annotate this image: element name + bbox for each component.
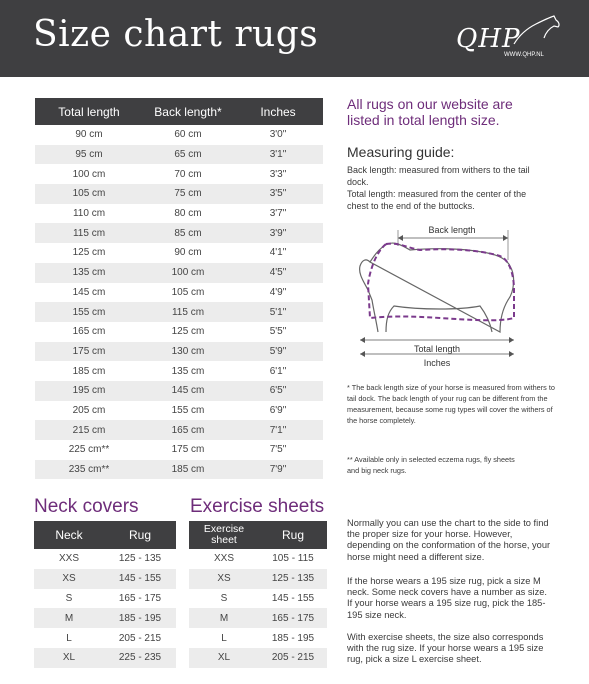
sheets-table-body [189, 549, 327, 668]
table-row [35, 440, 323, 460]
table-cell: 110 cm [72, 208, 106, 220]
table-row [35, 381, 323, 401]
table-cell: 125 cm [72, 247, 106, 259]
table-cell: 175 cm [171, 444, 205, 456]
table-cell: 5'9" [233, 342, 323, 362]
table-cell: L [66, 632, 72, 644]
page-title: Size chart rugs [33, 14, 319, 55]
table-cell: 65 cm [143, 145, 233, 165]
table-cell: 165 - 175 [118, 592, 162, 604]
table-cell: 165 cm [143, 420, 233, 440]
table-row [35, 145, 323, 165]
back-length-note: * The back length size of your horse is measured from withers to tail dock. The back length of your rug can be different from the measurement, because some rug types will cover the withers of the horse completely. [347, 383, 555, 425]
table-cell: 5'5" [269, 326, 287, 338]
table-cell: 130 cm [143, 342, 233, 362]
table-row [35, 125, 323, 145]
table-cell: L [221, 632, 227, 644]
table-row [189, 628, 327, 648]
table-cell: 105 cm [171, 286, 205, 298]
info-paragraph-2: If the horse wears a 195 size rug, pick a size M neck. Some neck covers have a number as size. If your horse wears a 195 size rug, pick the 185-195 size neck. [347, 576, 547, 620]
size-table-body [35, 125, 323, 479]
table-row [34, 589, 176, 609]
table-cell: 215 cm [35, 420, 143, 440]
table-cell: 115 cm [143, 302, 233, 322]
table-row [35, 263, 323, 283]
table-cell: 4'9" [269, 286, 287, 298]
table-row [189, 648, 327, 668]
col-exercise-sheet: Exercise sheet [189, 521, 259, 549]
table-cell: 7'5" [269, 444, 287, 456]
table-cell: XL [189, 648, 259, 668]
table-cell: 125 - 135 [118, 553, 162, 565]
table-cell: 225 - 235 [104, 648, 176, 668]
table-cell: M [189, 608, 259, 628]
table-cell: XXS [58, 553, 79, 565]
back-length-label: Back length [428, 225, 476, 235]
table-cell: 4'1" [269, 247, 287, 259]
table-cell: 7'9" [233, 460, 323, 480]
info-paragraph-1: Normally you can use the chart to the side to find the proper size for your horse. However, depending on the conformation of the horse, your horse might need a different size. [347, 518, 551, 562]
size-table [35, 98, 323, 479]
table-cell: 3'1" [233, 145, 323, 165]
table-cell: 205 - 215 [118, 632, 162, 644]
table-cell: 3'3" [269, 168, 287, 180]
table-row [34, 549, 176, 569]
table-cell: 6'5" [233, 381, 323, 401]
table-cell: 3'9" [233, 223, 323, 243]
qhp-logo [452, 14, 562, 64]
col-neck: Neck [34, 521, 104, 549]
table-cell: 105 - 115 [272, 553, 314, 565]
table-row [34, 628, 176, 648]
table-cell: 100 cm [72, 168, 106, 180]
table-row [189, 608, 327, 628]
table-cell: 205 cm [72, 404, 106, 416]
col-back-length: Back length* [143, 98, 233, 125]
table-cell: 135 cm [171, 365, 205, 377]
table-header-row [189, 521, 327, 549]
table-cell: 165 - 175 [259, 608, 327, 628]
total-length-headline: All rugs on our website are listed in total length size. [347, 96, 513, 128]
table-cell: 175 cm [35, 342, 143, 362]
table-cell: 70 cm [174, 168, 202, 180]
table-cell: 6'1" [269, 365, 287, 377]
table-row [35, 322, 323, 342]
horse-head-icon [510, 14, 562, 48]
table-cell: 225 cm** [68, 444, 110, 456]
table-cell: XS [189, 569, 259, 589]
table-cell: 185 cm [143, 460, 233, 480]
table-row [35, 361, 323, 381]
table-header-row [34, 521, 176, 549]
table-row [34, 608, 176, 628]
table-row [35, 283, 323, 303]
neck-covers-table [34, 521, 176, 668]
table-cell: 3'5" [233, 184, 323, 204]
table-row [35, 243, 323, 263]
table-row [34, 569, 176, 589]
neck-covers-title: Neck covers [34, 496, 139, 517]
col-rug: Rug [104, 521, 176, 549]
table-cell: 145 cm [72, 286, 106, 298]
table-cell: 5'1" [233, 302, 323, 322]
table-row [35, 460, 323, 480]
measuring-guide-title: Measuring guide: [347, 144, 455, 160]
table-cell: 125 - 135 [259, 569, 327, 589]
table-cell: 185 - 195 [271, 632, 315, 644]
neck-table-body [34, 549, 176, 668]
table-cell: 3'0" [269, 129, 287, 141]
exercise-sheets-table [189, 521, 327, 668]
page-header [0, 0, 589, 77]
total-length-definition: Total length: measured from the center of the chest to the end of the buttocks. [347, 189, 527, 211]
table-cell: 90 cm [174, 247, 202, 259]
exercise-sheets-title: Exercise sheets [190, 496, 325, 517]
table-row [35, 302, 323, 322]
table-cell: XS [34, 569, 104, 589]
table-cell: 100 cm [143, 263, 233, 283]
table-cell: 85 cm [143, 223, 233, 243]
table-cell: 185 - 195 [104, 608, 176, 628]
col-inches: Inches [233, 98, 323, 125]
table-cell: 7'1" [233, 420, 323, 440]
measuring-diagram [350, 220, 525, 370]
table-cell: 135 cm [35, 263, 143, 283]
table-cell: 205 - 215 [259, 648, 327, 668]
table-cell: 145 - 155 [271, 592, 315, 604]
table-row [35, 401, 323, 421]
table-row [35, 223, 323, 243]
table-cell: 235 cm** [35, 460, 143, 480]
table-cell: 145 - 155 [104, 569, 176, 589]
info-paragraph-3: With exercise sheets, the size also corresponds with the rug size. If your horse wears a 195 size rug, pick a size L exercise sheet. [347, 632, 544, 665]
col-rug: Rug [259, 521, 327, 549]
table-cell: 165 cm [72, 326, 106, 338]
table-cell: S [220, 592, 228, 604]
table-row [35, 204, 323, 224]
table-cell: 90 cm [75, 129, 103, 141]
table-header-row [35, 98, 323, 125]
table-row [189, 589, 327, 609]
table-cell: 145 cm [143, 381, 233, 401]
table-cell: 155 cm [171, 404, 205, 416]
table-row [189, 569, 327, 589]
logo-text: QHP [456, 24, 521, 54]
table-cell: 60 cm [174, 129, 202, 141]
table-row [34, 648, 176, 668]
table-row [35, 164, 323, 184]
table-row [35, 184, 323, 204]
table-cell: 95 cm [35, 145, 143, 165]
col-total-length: Total length [35, 98, 143, 125]
table-cell: 115 cm [35, 223, 143, 243]
table-cell: M [34, 608, 104, 628]
table-row [189, 549, 327, 569]
table-cell: 155 cm [35, 302, 143, 322]
table-cell: 4'5" [233, 263, 323, 283]
table-cell: XL [34, 648, 104, 668]
table-cell: 185 cm [72, 365, 106, 377]
table-cell: 80 cm [174, 208, 202, 220]
table-cell: S [65, 592, 73, 604]
table-cell: 3'7" [269, 208, 287, 220]
table-row [35, 342, 323, 362]
table-cell: XXS [213, 553, 234, 565]
table-cell: 105 cm [35, 184, 143, 204]
table-cell: 75 cm [143, 184, 233, 204]
availability-note: ** Available only in selected eczema rugs, fly sheets and big neck rugs. [347, 455, 515, 475]
table-cell: 195 cm [35, 381, 143, 401]
inches-label: Inches [423, 358, 451, 368]
total-length-label: Total length [413, 344, 461, 354]
table-cell: 6'9" [269, 404, 287, 416]
table-row [35, 420, 323, 440]
table-cell: 125 cm [171, 326, 205, 338]
logo-url: WWW.QHP.NL [504, 52, 544, 58]
back-length-definition: Back length: measured from withers to the tail dock. [347, 165, 530, 187]
